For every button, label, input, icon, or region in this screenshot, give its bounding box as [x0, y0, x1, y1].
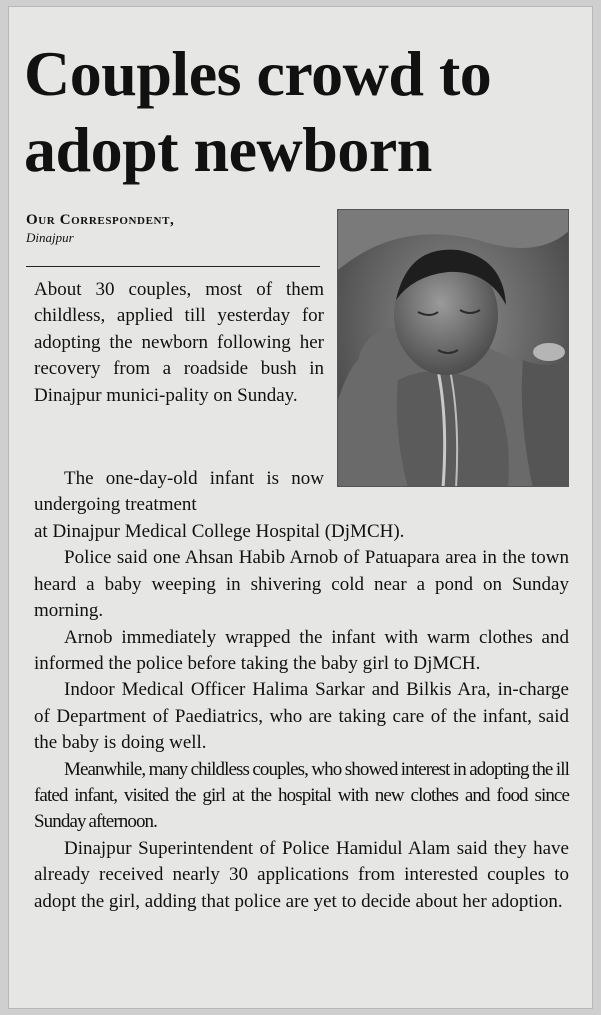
article-body — [34, 519, 569, 915]
byline-location: Dinajpur — [26, 230, 74, 245]
paragraph-text: Meanwhile, many childless couples, who showed interest in adopting the ill fated infant, visited the girl at the hospital with new clothes and food since Sunday afternoon. — [34, 758, 569, 833]
paragraph-text: The one-day-old infant is now undergoing treatment — [34, 468, 324, 516]
paragraph-text: Arnob immediately wrapped the infant with warm clothes and informed the police before taking the baby girl to DjMCH. — [34, 626, 569, 675]
paragraph-text: About 30 couples, most of them childless, applied till yesterday for adopting the newborn following her recovery from a roadside bush in Dinajpur munici-pality on Sunday. — [34, 279, 324, 406]
byline-divider — [26, 266, 320, 267]
byline-author: Our Correspondent, — [26, 212, 175, 228]
paragraph-1 — [34, 277, 324, 409]
paragraph-2 — [34, 466, 324, 519]
paragraph-text: Police said one Ahsan Habib Arnob of Patuapara area in the town heard a baby weeping in shivering cold near a pond on Sunday morning. — [34, 547, 569, 622]
paragraph-text: Indoor Medical Officer Halima Sarkar and Bilkis Ara, in-charge of Department of Paediatrics, who are taking care of the infant, said the baby is doing well. — [34, 679, 569, 754]
paragraph-continuation: at Dinajpur Medical College Hospital (DjMCH). — [34, 521, 405, 542]
newborn-photo — [337, 209, 569, 487]
byline — [26, 212, 326, 246]
headline: Couples crowd to adopt newborn — [24, 38, 492, 185]
paragraph-text: Dinajpur Superintendent of Police Hamidul Alam said they have already received nearly 30 applications from interested couples to adopt the girl, adding that police are yet to decide about her adoption. — [34, 837, 569, 912]
